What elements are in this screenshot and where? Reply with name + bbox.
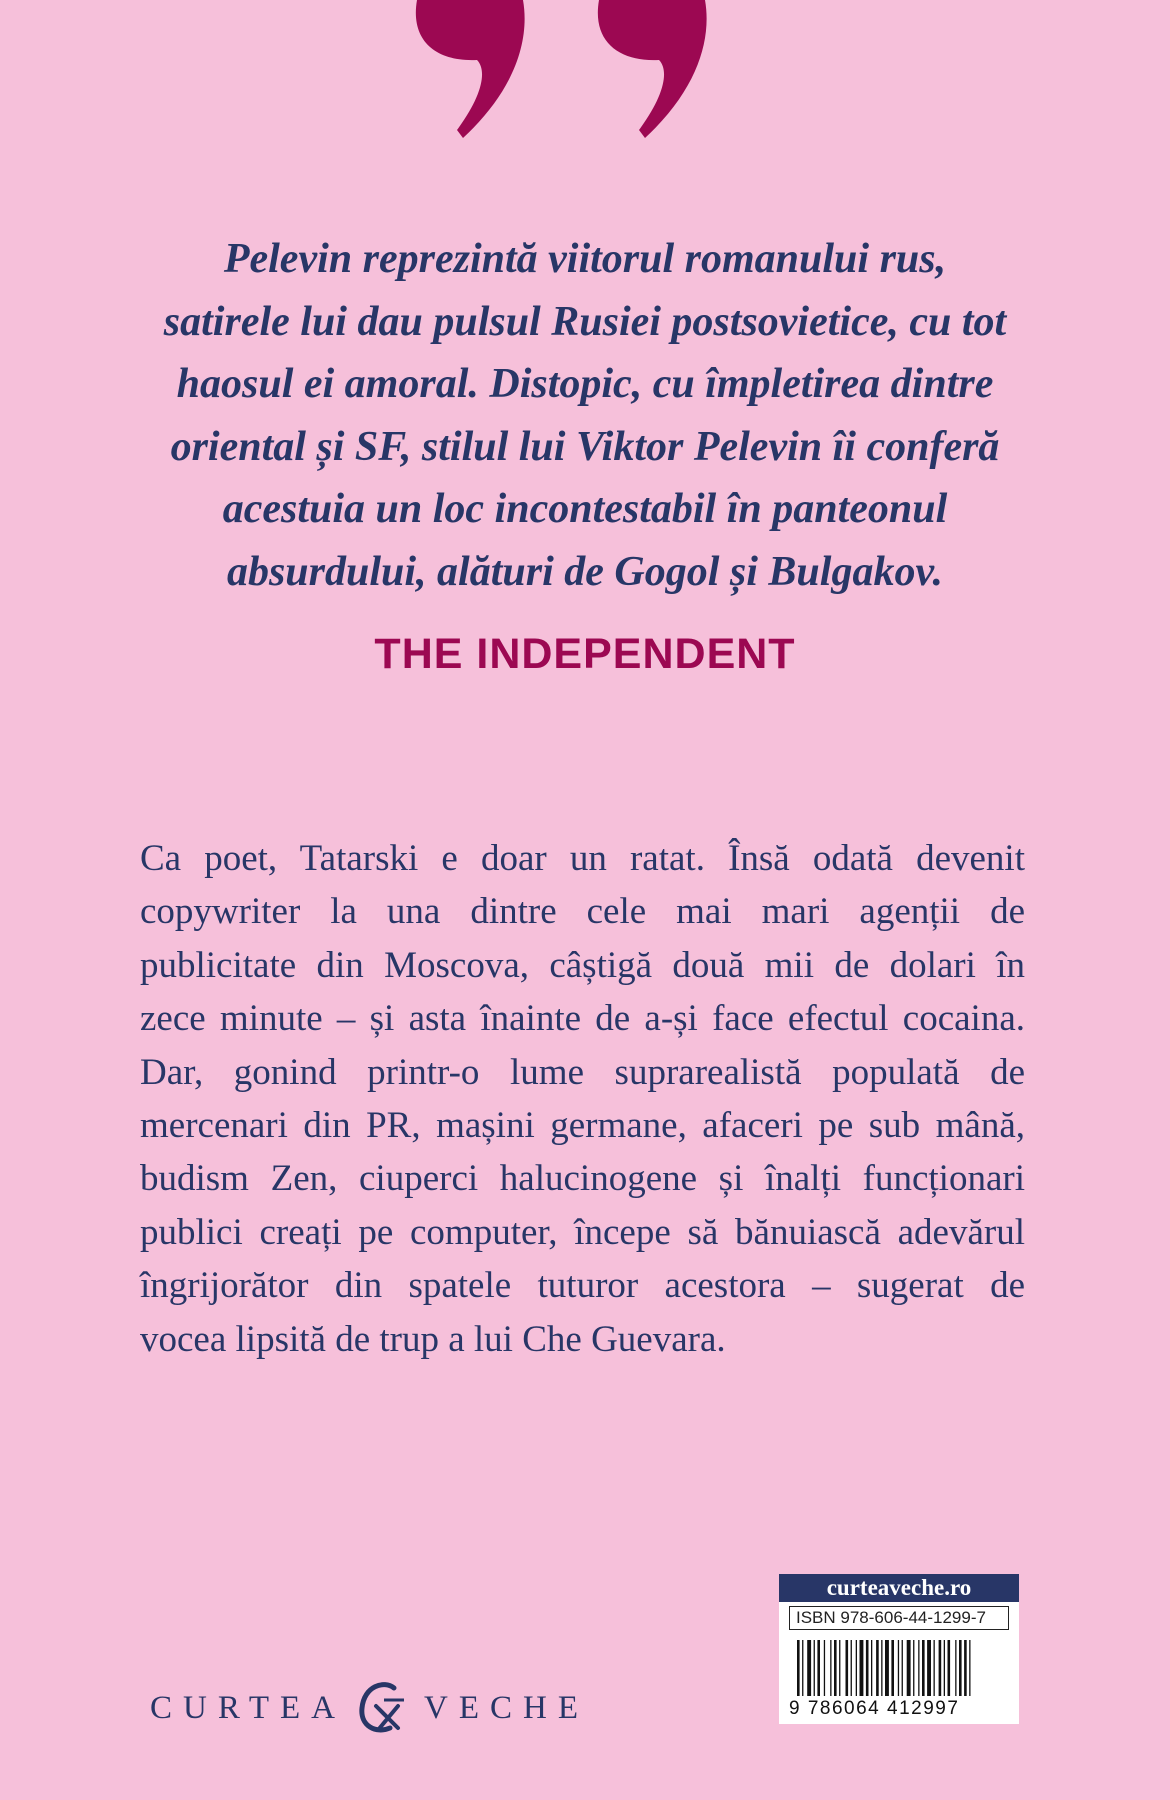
blurb-line: îngrijorător din spatele tuturor acestora – sugerat de <box>140 1265 1025 1307</box>
quote-source: THE INDEPENDENT <box>374 630 796 678</box>
blurb-line: Dar, gonind printr-o lume suprarealistă populată de <box>140 1051 1025 1093</box>
quote-line: haosul ei amoral. Distopic, cu împletirea dintre <box>176 361 994 407</box>
barcode-number: 9 786064 412997 <box>789 1698 960 1719</box>
review-quote <box>110 228 1060 603</box>
quote-line: satirele lui dau pulsul Rusiei postsovietice, cu tot <box>163 298 1007 345</box>
publisher-name-right: VECHE <box>424 1689 590 1726</box>
blurb-line: mercenari din PR, mașini germane, afaceri pe sub mână, <box>140 1105 1025 1147</box>
quotation-mark-icon <box>405 0 765 140</box>
publisher-emblem-icon <box>354 1678 410 1738</box>
book-blurb <box>140 832 1025 1366</box>
blurb-line: zece minute – și asta înainte de a-și face efectul cocaina. <box>140 998 1025 1040</box>
quote-line: absurdului, alături de Gogol și Bulgakov. <box>226 548 944 595</box>
blurb-line: Ca poet, Tatarski e doar un ratat. Însă odată devenit <box>140 838 1025 879</box>
blurb-line: publicitate din Moscova, câștigă două mii de dolari în <box>140 944 1025 986</box>
barcode-icon <box>789 1640 1009 1702</box>
blurb-line: publici creați pe computer, începe să bănuiască adevărul <box>140 1211 1025 1253</box>
quote-line: Pelevin reprezintă viitorul romanului rus, <box>223 236 947 282</box>
blurb-line: vocea lipsită de trup a lui Che Guevara. <box>140 1318 726 1360</box>
quote-line: oriental și SF, stilul lui Viktor Pelevin îi conferă <box>170 423 1000 470</box>
publisher-logo <box>150 1678 589 1738</box>
isbn-label: ISBN 978-606-44-1299-7 <box>789 1606 1009 1630</box>
publisher-name-left: CURTEA <box>150 1689 347 1726</box>
publisher-url: curteaveche.ro <box>779 1574 1019 1602</box>
barcode-panel <box>779 1574 1019 1724</box>
blurb-line: copywriter la una dintre cele mai mari agenții de <box>140 891 1025 933</box>
quote-line: acestuia un loc incontestabil în panteonul <box>222 486 948 532</box>
blurb-line: budism Zen, ciuperci halucinogene și înalți funcționari <box>140 1158 1025 1200</box>
